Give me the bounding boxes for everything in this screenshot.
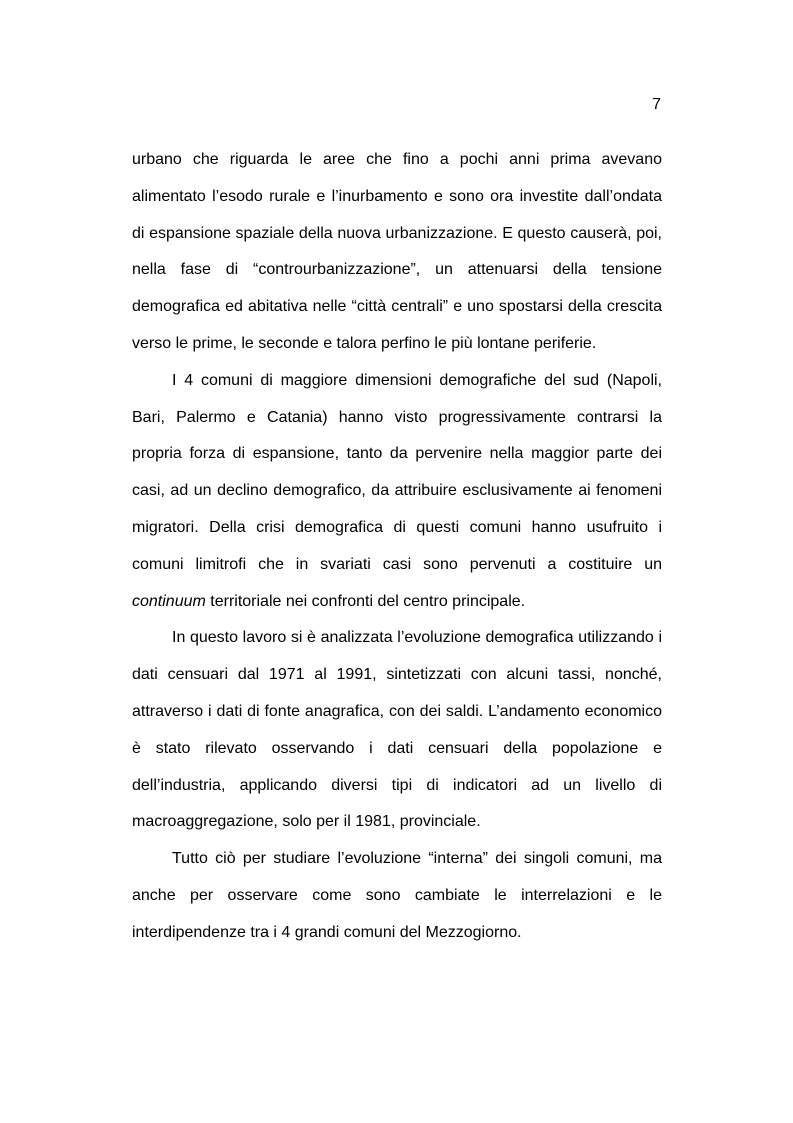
paragraph [132,142,662,363]
paragraph [132,620,662,841]
text-line: attraverso i dati di fonte anagrafica, con dei saldi. L’andamento economico [132,702,662,720]
page-number: 7 [652,96,661,113]
text-line: interdipendenze tra i 4 grandi comuni del Mezzogiorno. [132,923,522,941]
paragraph [132,363,662,621]
emphasized-term: continuum [132,592,206,610]
text-span: territoriale nei confronti del centro principale. [205,592,526,610]
body-text [132,142,662,952]
text-line: verso le prime, le seconde e talora perfino le più lontane periferie. [132,334,597,352]
text-line: Tutto ciò per studiare l’evoluzione “interna” dei singoli comuni, ma [172,850,662,868]
text-line: casi, ad un declino demografico, da attribuire esclusivamente ai fenomeni [132,482,662,500]
text-line: propria forza di espansione, tanto da pervenire nella maggior parte dei [132,445,662,463]
text-line: dell’industria, applicando diversi tipi di indicatori ad un livello di [132,776,662,794]
text-line: urbano che riguarda le aree che fino a pochi anni prima avevano [132,151,662,168]
text-line: anche per osservare come sono cambiate le interrelazioni e le [132,886,662,904]
text-line: comuni limitrofi che in svariati casi sono pervenuti a costituire un [132,555,662,573]
text-line: migratori. Della crisi demografica di questi comuni hanno usufruito i [132,518,662,536]
text-line: Bari, Palermo e Catania) hanno visto progressivamente contrarsi la [132,408,662,426]
text-line: alimentato l’esodo rurale e l’inurbamento e sono ora investite dall’ondata [132,187,662,205]
text-line: macroaggregazione, solo per il 1981, provinciale. [132,813,481,831]
text-line [132,584,662,621]
text-line: demografica ed abitativa nelle “città centrali” e uno spostarsi della crescita [132,298,662,316]
text-line: dati censuari dal 1971 al 1991, sintetizzati con alcuni tassi, nonché, [132,666,662,684]
text-line: di espansione spaziale della nuova urbanizzazione. E questo causerà, poi, [132,224,662,242]
paragraph [132,841,662,951]
text-line: In questo lavoro si è analizzata l’evoluzione demografica utilizzando i [172,629,662,647]
text-line: nella fase di “controurbanizzazione”, un attenuarsi della tensione [132,261,662,279]
text-line: I 4 comuni di maggiore dimensioni demografiche del sud (Napoli, [172,371,662,389]
text-line: è stato rilevato osservando i dati censuari della popolazione e [132,739,662,757]
